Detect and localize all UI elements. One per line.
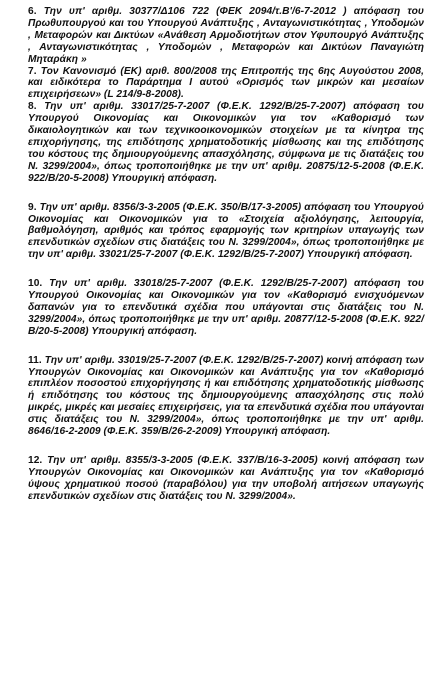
list-item-10 — [28, 278, 424, 338]
item-number: 10. — [28, 278, 43, 290]
item-text: Την υπ' αριθμ. 8355/3-3-2005 (Φ.Ε.Κ. 337/Β/16-3-2005) κοινή απόφαση των Υπουργών Οικονομίας και Οικονομικών και Ανάπτυξης για τον «Καθορισμό ύψους χρηματικού ποσού (παραβόλου) για την υποβολή αιτήσεων υπαγωγής επενδυτικών σχεδίων στις διατάξεις του Ν. 3299/2004». — [28, 455, 424, 502]
item-text: Την υπ' αριθμ. 33018/25-7-2007 (Φ.Ε.Κ. 1292/Β/25-7-2007) απόφαση του Υπουργού Οικονομίας και Οικονομικών για τον «Καθορισμό ενισχυόμενων δαπανών για το επενδυτικά σχέδια που υπάγονται στις διατάξεις του Ν. 3299/2004», όπως τροποποιήθηκε με την υπ' αριθμ. 20877/12-5-2008 (Φ.Ε.Κ. 922/Β/20-5-2008) Υπουργική απόφαση. — [28, 278, 424, 337]
list-item-11 — [28, 355, 424, 438]
item-text: Την υπ' αριθμ. 30377/Δ106 722 (ΦΕΚ 2094/τ.Β'/6-7-2012 ) απόφαση του Πρωθυπουργού και του Υπουργού Ανάπτυξης , Ανταγωνιστικότητας , Υποδομών , Μεταφορών και Δικτύων «Ανάθεση Αρμοδιοτήτων στον Υφυπουργό Ανάπτυξης , Ανταγωνιστικότητας , Υποδομών , Μεταφορών και Δικτύων Παναγιώτη Μηταράκη » — [28, 6, 424, 65]
item-text: Τον Κανονισμό (ΕΚ) αριθ. 800/2008 της Επιτροπής της 6ης Αυγούστου 2008, και ειδικότερα το Παράρτημα Ι αυτού «Ορισμός των μικρών και μεσαίων επιχειρήσεων» (L 214/9-8-2008). — [28, 65, 424, 101]
item-number: 12. — [28, 455, 43, 466]
item-number: 11. — [28, 354, 42, 366]
list-item-12 — [28, 455, 424, 503]
list-item-7 — [28, 66, 424, 102]
item-text: Την υπ' αριθμ. 8356/3-3-2005 (Φ.Ε.Κ. 350/Β/17-3-2005) απόφαση του Υπουργού Οικονομίας και Οικονομικών για το «Στοιχεία αξιολόγησης, λειτουργία, βαθμολόγηση, αριθμός και τρόπος εφαρμογής των κριτηρίων υπαγωγής των επενδυτικών σχεδίων στις διατάξεις του Ν. 3299/2004», όπως τροποποιήθηκε με την υπ' αριθμ. 33021/25-7-2007 (Φ.Ε.Κ. 1292/Β/25-7-2007) Υπουργική απόφαση. — [28, 201, 424, 261]
item-number: 7. — [28, 65, 37, 77]
item-text: Την υπ' αριθμ. 33019/25-7-2007 (Φ.Ε.Κ. 1292/Β/25-7-2007) κοινή απόφαση των Υπουργών Οικονομίας και Οικονομικών και Ανάπτυξης για τον «Καθορισμό επιπλέον ποσοστού επιχορήγησης ή και επιδότησης χρηματοδοτικής μίσθωσης ή επιδότησης του κόστους της δημιουργούμενης απασχόλησης στις πολύ μικρές, μικρές και μεσαίες επιχειρήσεις, για τα επενδυτικά σχέδια που υπάγονται στις διατάξεις του Ν. 3299/2004», όπως τροποποιήθηκε με την υπ' αριθμ. 8646/16-2-2009 (Φ.Ε.Κ. 359/Β/26-2-2009) Υπουργική απόφαση. — [28, 354, 424, 438]
list-item-8 — [28, 101, 424, 184]
item-text: Την υπ' αριθμ. 33017/25-7-2007 (Φ.Ε.Κ. 1292/Β/25-7-2007) απόφαση του Υπουργού Οικονομίας και Οικονομικών για τον «Καθορισμό των δικαιολογητικών και των τεχνικοοικονομικών στοιχείων με τα κίνητρα της επιχορήγησης, της επιδότησης χρηματοδοτικής μίσθωσης και της επιδότησης του κόστους της δημιουργούμενης απασχόλησης, σύμφωνα με τις διατάξεις του Ν. 3299/2004», όπως τροποποιήθηκε με την υπ' αριθμ. 20875/12-5-2008 (Φ.Ε.Κ. 922/Β/20-5-2008) Υπουργική απόφαση. — [28, 101, 424, 184]
list-item-9 — [28, 202, 424, 262]
item-number: 9. — [28, 201, 37, 213]
item-number: 8. — [28, 101, 37, 113]
item-number: 6. — [28, 6, 37, 17]
list-item-6 — [28, 6, 424, 66]
